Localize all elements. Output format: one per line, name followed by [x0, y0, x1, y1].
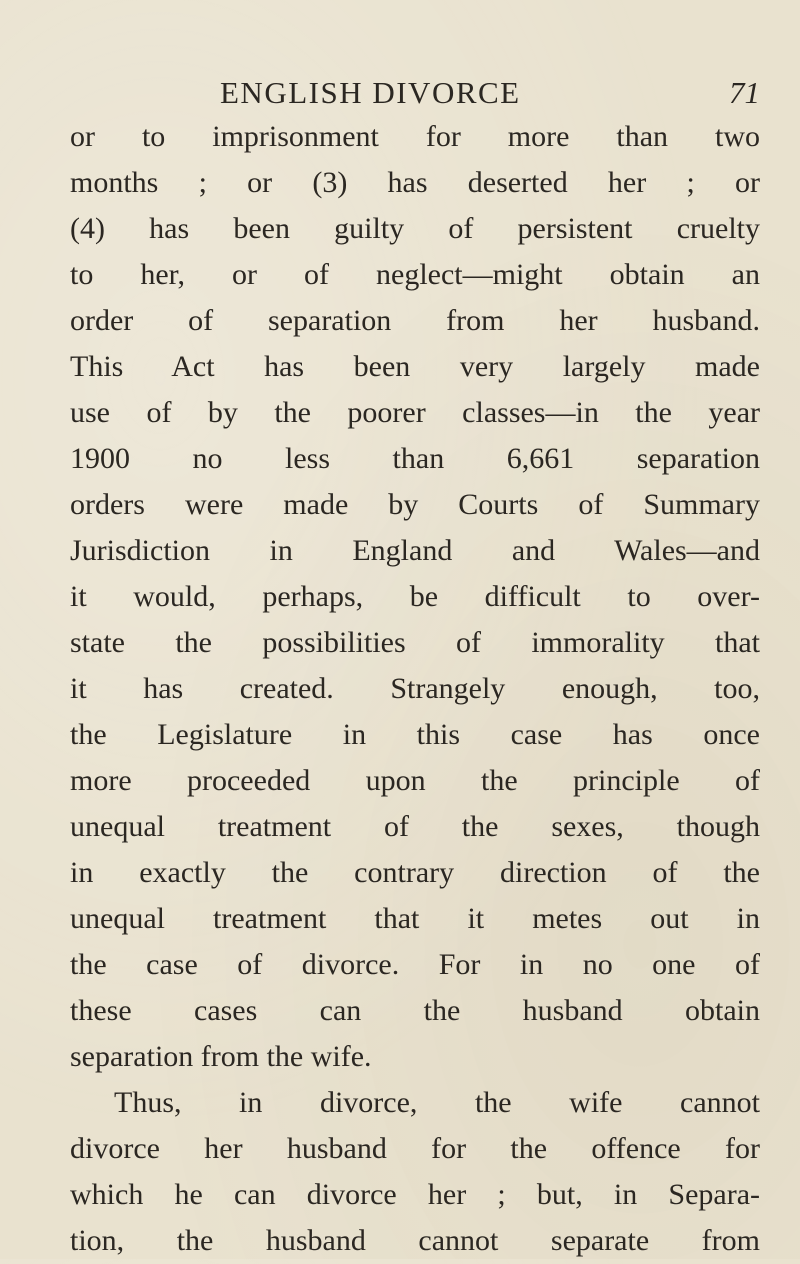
text-line: state the possibilities of immorality that [70, 626, 760, 659]
running-head [70, 70, 760, 116]
text-line: these cases can the husband obtain [70, 994, 760, 1027]
text-line: the case of divorce. For in no one of [70, 948, 760, 981]
running-title: ENGLISH DIVORCE [220, 75, 521, 110]
text-line: months ; or (3) has deserted her ; or [70, 166, 760, 199]
text-line: separation from the wife. [70, 1040, 372, 1073]
text-line: orders were made by Courts of Summary [70, 488, 760, 521]
text-line: 1900 no less than 6,661 separation [70, 442, 760, 475]
text-line: order of separation from her husband. [70, 304, 760, 337]
text-line: more proceeded upon the principle of [70, 764, 760, 797]
page-number: 71 [729, 75, 760, 110]
text-line: Thus, in divorce, the wife cannot [114, 1086, 760, 1119]
text-line: it has created. Strangely enough, too, [70, 672, 760, 705]
text-line: unequal treatment of the sexes, though [70, 810, 760, 843]
text-line: This Act has been very largely made [70, 350, 760, 383]
text-line: to her, or of neglect—might obtain an [70, 258, 760, 291]
text-line: or to imprisonment for more than two [70, 120, 760, 153]
text-line: tion, the husband cannot separate from [70, 1224, 760, 1257]
text-line: divorce her husband for the offence for [70, 1132, 760, 1165]
text-line: unequal treatment that it metes out in [70, 902, 760, 935]
text-line: in exactly the contrary direction of the [70, 856, 760, 889]
text-line: it would, perhaps, be difficult to over- [70, 580, 760, 613]
text-line: the Legislature in this case has once [70, 718, 760, 751]
body-text [70, 114, 760, 1264]
text-line: Jurisdiction in England and Wales—and [70, 534, 760, 567]
text-line: (4) has been guilty of persistent cruelty [70, 212, 760, 245]
text-line: use of by the poorer classes—in the year [70, 396, 760, 429]
text-line: which he can divorce her ; but, in Separa- [70, 1178, 760, 1211]
